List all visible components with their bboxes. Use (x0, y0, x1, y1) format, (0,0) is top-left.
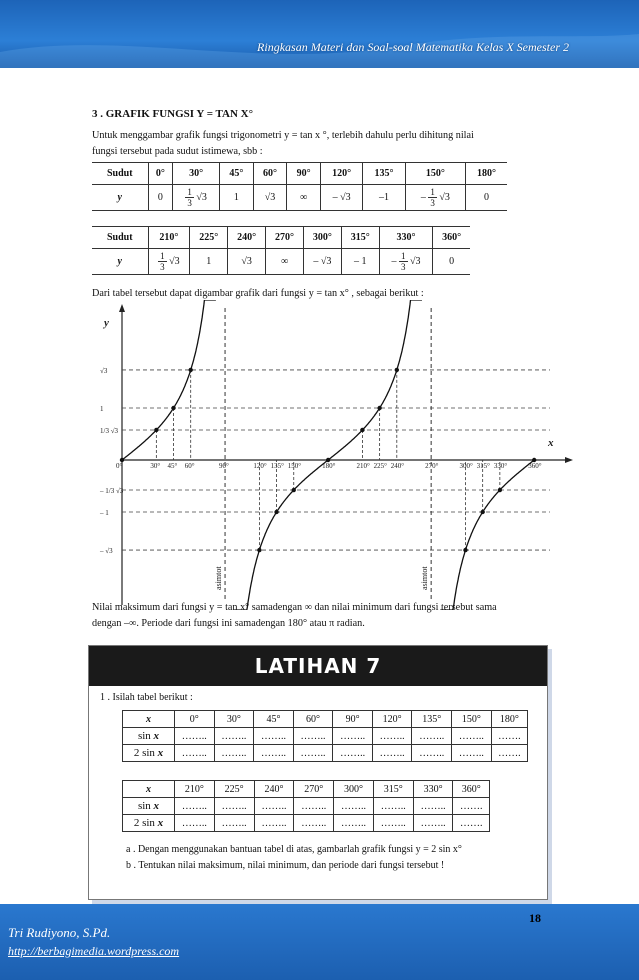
footer-band (0, 904, 639, 980)
header-cell: 90° (333, 711, 373, 728)
row-label: sin x (123, 798, 175, 815)
blank-cell[interactable]: …….. (214, 798, 254, 815)
value-table-1 (92, 162, 507, 211)
row-label: y (117, 192, 122, 203)
header-cell: 225° (214, 781, 254, 798)
header-cell: 315° (373, 781, 413, 798)
angle-cell: 0° (148, 163, 173, 185)
value-cell: $\frac{1}{3}$ √3 (173, 185, 220, 211)
table-row (123, 798, 490, 815)
angle-cell: 300° (303, 227, 341, 249)
y-tick-label: – 1/3 √3 (100, 487, 124, 496)
row-label: Sudut (92, 163, 148, 185)
blank-cell[interactable]: …….. (214, 745, 254, 762)
blank-cell[interactable]: …….. (175, 745, 215, 762)
blank-cell[interactable]: …….. (373, 798, 413, 815)
value-cell: 0 (465, 185, 507, 211)
x-tick-label: 210° (356, 462, 370, 470)
angle-cell: 315° (341, 227, 379, 249)
value-cell: √3 (253, 185, 287, 211)
data-point (292, 488, 296, 492)
y-axis-label: y (104, 317, 109, 329)
y-tick-label: – 1 (100, 509, 109, 517)
angle-cell: 45° (220, 163, 254, 185)
data-point (463, 548, 467, 552)
header-band (0, 0, 639, 68)
table-row (92, 185, 507, 211)
x-tick-label: 225° (373, 462, 387, 470)
row-label: 2 sin x (123, 815, 175, 832)
header-cell: x (123, 781, 175, 798)
x-tick-label: 120° (253, 462, 267, 470)
exercise-table-1 (122, 710, 528, 762)
graph-intro: Dari tabel tersebut dapat digambar grafik dari fungsi y = tan x° , sebagai berikut : (92, 288, 424, 299)
value-cell: –1 (363, 185, 405, 211)
x-tick-label: 0° (116, 462, 123, 470)
angle-cell: 360° (433, 227, 470, 249)
header-cell: 270° (294, 781, 334, 798)
table-row (123, 711, 528, 728)
value-cell: $\frac{1}{3}$ √3 (148, 249, 190, 275)
angle-cell: 270° (266, 227, 304, 249)
blank-cell[interactable]: …….. (333, 745, 373, 762)
x-axis-arrow (565, 457, 573, 463)
blog-link[interactable]: http://berbagimedia.wordpress.com (8, 944, 180, 958)
header-cell: 135° (412, 711, 452, 728)
angle-cell: 150° (405, 163, 465, 185)
blank-cell[interactable]: ……. (491, 728, 527, 745)
data-point (189, 368, 193, 372)
closing-line-1: Nilai maksimum dari fungsi y = tan x° samadengan ∞ dan nilai minimum dari fungsi tersebut sama (92, 602, 497, 613)
asymptote-label: asimtot (214, 566, 224, 590)
blank-cell[interactable]: …….. (254, 815, 294, 832)
x-tick-label: 150° (287, 462, 302, 470)
x-tick-label: 90° (219, 462, 229, 470)
x-axis-label: x (548, 437, 554, 449)
data-point (154, 428, 158, 432)
intro-line-2: fungsi tersebut pada sudut istimewa, sbb : (92, 146, 263, 157)
blank-cell[interactable]: …….. (373, 815, 413, 832)
row-label: sin x (123, 728, 175, 745)
question-1: 1 . Isilah tabel berikut : (100, 692, 193, 703)
data-point (360, 428, 364, 432)
blank-cell[interactable]: ……. (491, 745, 527, 762)
blank-cell[interactable]: …….. (294, 815, 334, 832)
y-axis-arrow (119, 304, 125, 312)
blank-cell[interactable]: …….. (294, 798, 334, 815)
fraction: $\frac{1}{3}$ (160, 251, 165, 272)
header-cell: 360° (453, 781, 490, 798)
blank-cell[interactable]: …….. (334, 798, 374, 815)
x-tick-label: 60° (184, 462, 195, 470)
tangent-curve (440, 460, 534, 610)
value-cell: – √3 (320, 185, 362, 211)
blank-cell[interactable]: …….. (412, 745, 452, 762)
data-point (377, 406, 381, 410)
blank-cell[interactable]: …….. (214, 815, 254, 832)
y-tick-label: 1/3 √3 (100, 426, 119, 435)
header-cell: 240° (254, 781, 294, 798)
author-name: Tri Rudiyono, S.Pd. (8, 925, 111, 940)
blank-cell[interactable]: …….. (413, 798, 453, 815)
x-tick-label: 240° (390, 462, 405, 470)
header-cell: 150° (452, 711, 492, 728)
page-number: 18 (529, 911, 541, 925)
data-point (532, 458, 536, 462)
table-row (92, 227, 470, 249)
angle-cell: 240° (228, 227, 266, 249)
latihan-title: LATIHAN 7 (254, 654, 382, 678)
header-cell: x (123, 711, 175, 728)
blank-cell[interactable]: ……. (453, 798, 490, 815)
tangent-graph (80, 300, 580, 610)
angle-cell: 225° (190, 227, 228, 249)
asymptote-label: asimtot (420, 566, 430, 590)
value-cell: 1 (190, 249, 228, 275)
header-cell: 0° (175, 711, 215, 728)
header-cell: 210° (175, 781, 215, 798)
data-point (120, 458, 124, 462)
angle-cell: 180° (465, 163, 507, 185)
closing-line-2: dengan –∞. Periode dari fungsi ini samadengan 180° atau π radian. (92, 618, 365, 629)
tangent-curve (122, 300, 216, 460)
latihan-header (89, 646, 547, 686)
data-point (326, 458, 330, 462)
angle-cell: 60° (253, 163, 287, 185)
x-tick-label: 45° (167, 462, 178, 470)
fraction: $\frac{1}{3}$ (430, 187, 435, 208)
exercise-table-2 (122, 780, 490, 832)
value-cell: √3 (228, 249, 266, 275)
fraction: $\frac{1}{3}$ (187, 187, 192, 208)
table-row (123, 728, 528, 745)
data-point (274, 510, 278, 514)
header-cell: 300° (334, 781, 374, 798)
row-label: y (117, 256, 122, 267)
value-table-2 (92, 226, 470, 275)
header-cell: 45° (254, 711, 294, 728)
value-cell: – $\frac{1}{3}$ √3 (379, 249, 433, 275)
blank-cell[interactable]: …….. (293, 728, 333, 745)
x-tick-label: 180° (322, 462, 336, 470)
y-tick-label: √3 (100, 366, 108, 375)
intro-line-1: Untuk menggambar grafik fungsi trigonometri y = tan x °, terlebih dahulu perlu dihitung nilai (92, 130, 474, 141)
data-point (395, 368, 399, 372)
value-cell: ∞ (287, 185, 321, 211)
x-tick-label: 315° (476, 462, 490, 470)
y-tick-label: – √3 (100, 547, 113, 556)
data-point (498, 488, 502, 492)
blank-cell[interactable]: …….. (413, 815, 453, 832)
data-point (257, 548, 261, 552)
header-title: Ringkasan Materi dan Soal-soal Matematika Kelas X Semester 2 (257, 40, 569, 54)
fraction: $\frac{1}{3}$ (401, 251, 406, 272)
table-row (123, 815, 490, 832)
header-cell: 180° (491, 711, 527, 728)
x-tick-label: 135° (270, 462, 284, 470)
x-tick-label: 30° (150, 462, 161, 470)
x-tick-label: 270° (425, 462, 439, 470)
header-cell: 30° (214, 711, 254, 728)
row-label: Sudut (92, 227, 148, 249)
blank-cell[interactable]: …….. (334, 815, 374, 832)
question-a: a . Dengan menggunakan bantuan tabel di atas, gambarlah grafik fungsi y = 2 sin x° (126, 844, 462, 855)
value-cell: 0 (433, 249, 470, 275)
angle-cell: 120° (320, 163, 362, 185)
blank-cell[interactable]: …….. (372, 728, 412, 745)
header-cell: 330° (413, 781, 453, 798)
blank-cell[interactable]: …….. (175, 798, 215, 815)
question-b: b . Tentukan nilai maksimum, nilai minimum, dan periode dari fungsi tersebut ! (126, 860, 445, 871)
blank-cell[interactable]: …….. (254, 728, 294, 745)
header-cell: 120° (372, 711, 412, 728)
data-point (171, 406, 175, 410)
header-cell: 60° (293, 711, 333, 728)
angle-cell: 135° (363, 163, 405, 185)
value-cell: 1 (220, 185, 254, 211)
blank-cell[interactable]: …….. (293, 745, 333, 762)
blank-cell[interactable]: ……. (453, 815, 490, 832)
table-row (123, 745, 528, 762)
value-cell: 0 (148, 185, 173, 211)
blank-cell[interactable]: …….. (333, 728, 373, 745)
blank-cell[interactable]: …….. (452, 745, 492, 762)
blank-cell[interactable]: …….. (254, 745, 294, 762)
x-tick-label: 360° (528, 462, 542, 470)
blank-cell[interactable]: …….. (254, 798, 294, 815)
angle-cell: 30° (173, 163, 220, 185)
blank-cell[interactable]: …….. (452, 728, 492, 745)
value-cell: – $\frac{1}{3}$ √3 (405, 185, 465, 211)
data-point (480, 510, 484, 514)
blank-cell[interactable]: …….. (412, 728, 452, 745)
x-tick-label: 300° (459, 462, 473, 470)
blank-cell[interactable]: …….. (175, 815, 215, 832)
section-title: 3 . GRAFIK FUNGSI Y = TAN X° (92, 108, 254, 120)
header-wave-decoration (0, 0, 639, 68)
table-row (92, 249, 470, 275)
table-row (92, 163, 507, 185)
angle-cell: 330° (379, 227, 433, 249)
value-cell: – 1 (341, 249, 379, 275)
value-cell: ∞ (266, 249, 304, 275)
row-label: 2 sin x (123, 745, 175, 762)
angle-cell: 90° (287, 163, 321, 185)
blank-cell[interactable]: …….. (372, 745, 412, 762)
y-tick-label: 1 (100, 405, 104, 413)
tangent-curve (234, 300, 422, 610)
value-cell: – √3 (303, 249, 341, 275)
table-row (123, 781, 490, 798)
x-tick-label: 330° (493, 462, 508, 470)
blank-cell[interactable]: …….. (214, 728, 254, 745)
blank-cell[interactable]: …….. (175, 728, 215, 745)
angle-cell: 210° (148, 227, 190, 249)
